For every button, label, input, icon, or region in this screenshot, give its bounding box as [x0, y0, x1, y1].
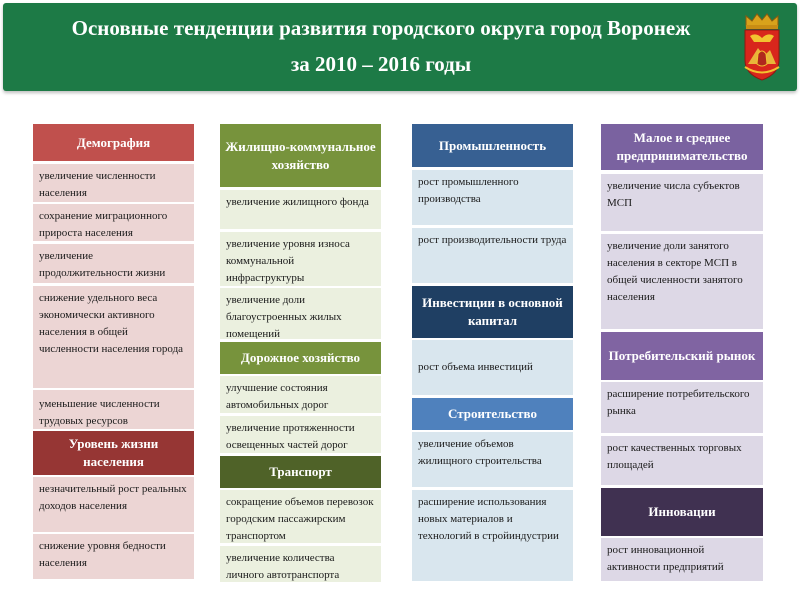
list-item: рост объема инвестиций: [412, 340, 573, 396]
list-item: увеличение доли занятого населения в секторе МСП в общей численности занятого населения: [601, 234, 763, 330]
list-item: увеличение жилищного фонда: [220, 190, 381, 230]
list-item: рост инновационной активности предприятий: [601, 538, 763, 582]
section-title-sme: Малое и среднее предпринимательство: [601, 124, 763, 170]
list-item: увеличение продолжительности жизни: [33, 244, 194, 284]
section-title-investment: Инвестиции в основной капитал: [412, 286, 573, 338]
list-item: сокращение объемов перевозок городским пассажирским транспортом: [220, 490, 381, 544]
section-title-demography: Демография: [33, 124, 194, 161]
list-item: увеличение численности населения: [33, 164, 194, 203]
list-item: увеличение количества личного автотранспорта: [220, 546, 381, 583]
list-item: сохранение миграционного прироста населения: [33, 204, 194, 242]
section-title-consumer-market: Потребительский рынок: [601, 332, 763, 380]
list-item: уменьшение численности трудовых ресурсов: [33, 390, 194, 430]
list-item: снижение уровня бедности населения: [33, 534, 194, 580]
list-item: увеличение объемов жилищного строительства: [412, 432, 573, 488]
list-item: рост качественных торговых площадей: [601, 436, 763, 486]
section-title-roads: Дорожное хозяйство: [220, 342, 381, 374]
list-item: рост промышленного производства: [412, 170, 573, 226]
section-title-innovation: Инновации: [601, 488, 763, 536]
coat-of-arms-icon: [740, 12, 784, 82]
page-title: Основные тенденции развития городского округа город Воронеж: [71, 16, 691, 40]
list-item: рост производительности труда: [412, 228, 573, 284]
section-title-housing: Жилищно-коммунальное хозяйство: [220, 124, 381, 187]
section-title-living-standard: Уровень жизни населения: [33, 431, 194, 475]
page-subtitle: за 2010 – 2016 годы: [290, 52, 472, 76]
list-item: улучшение состояния автомобильных дорог: [220, 376, 381, 414]
page-header: [3, 3, 797, 91]
list-item: увеличение протяженности освещенных частей дорог: [220, 416, 381, 454]
list-item: расширение использования новых материалов и технологий в стройиндустрии: [412, 490, 573, 582]
list-item: снижение удельного веса экономически активного населения в общей численности населения города: [33, 286, 194, 389]
list-item: увеличение уровня износа коммунальной инфраструктуры: [220, 232, 381, 287]
section-title-transport: Транспорт: [220, 456, 381, 488]
section-title-industry: Промышленность: [412, 124, 573, 167]
list-item: увеличение числа субъектов МСП: [601, 174, 763, 232]
list-item: незначительный рост реальных доходов населения: [33, 477, 194, 533]
section-title-construction: Строительство: [412, 398, 573, 430]
list-item: расширение потребительского рынка: [601, 382, 763, 434]
list-item: увеличение доли благоустроенных жилых помещений: [220, 288, 381, 340]
